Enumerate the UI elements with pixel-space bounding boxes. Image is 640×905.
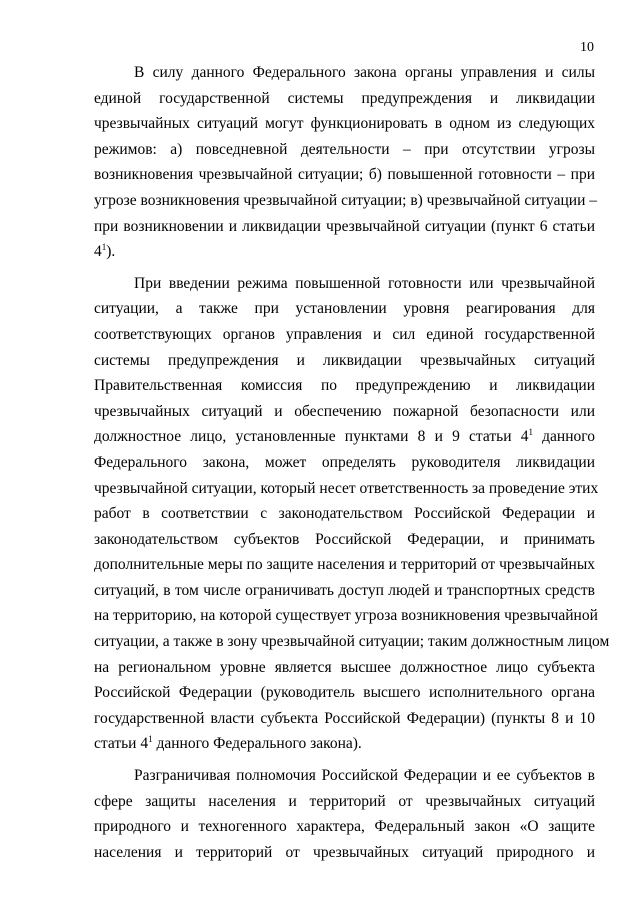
page-number: 10 <box>580 40 594 55</box>
text-line: Федерального закона, может определять руководителя ликвидации <box>94 453 595 471</box>
paragraph-3 <box>94 763 595 865</box>
text-line: на территорию, на которой существует угроза возникновения чрезвычайной <box>94 607 598 625</box>
text-line: чрезвычайной ситуации, который несет ответственность за проведение этих <box>94 479 599 497</box>
document-body <box>94 60 610 871</box>
text-line: законодательством субъектов Российской Федерации, и принимать <box>94 530 595 548</box>
text-line: чрезвычайных ситуаций могут функционировать в одном из следующих <box>94 115 595 133</box>
text-line: на региональном уровне является высшее должностное лицо субъекта <box>94 658 595 676</box>
text-line: угрозе возникновения чрезвычайной ситуации; в) чрезвычайной ситуации – <box>94 191 598 209</box>
line-text: 4 <box>94 243 102 261</box>
text-line: В силу данного Федерального закона органы управления и силы <box>134 64 595 81</box>
text-line: соответствующих органов управления и сил единой государственной <box>94 325 595 343</box>
line-text: данного Федерального закона). <box>152 735 362 753</box>
superscript: 1 <box>101 242 107 253</box>
text-line: ситуации, а также при установлении уровня реагирования для <box>94 300 595 318</box>
text-line: при возникновении и ликвидации чрезвычайной ситуации (пункт 6 статьи <box>94 217 595 235</box>
text-line: ситуаций, в том числе ограничивать доступ людей и транспортных средств <box>94 581 595 599</box>
line-text: статьи 4 <box>94 735 149 753</box>
text-line: работ в соответствии с законодательством Российской Федерации и <box>94 505 595 523</box>
text-line: Правительственная комиссия по предупреждению и ликвидации <box>94 377 595 395</box>
paragraph-1 <box>94 60 598 265</box>
line-text: должностное лицо, установленные пунктами 8 и 9 статьи 4 <box>94 428 529 446</box>
text-line: При введении режима повышенной готовности или чрезвычайной <box>134 274 595 292</box>
text-line: сфере защиты населения и территорий от чрезвычайных ситуаций <box>94 792 595 810</box>
text-line: единой государственной системы предупреждения и ликвидации <box>94 89 595 107</box>
text-line: дополнительные меры по защите населения и территорий от чрезвычайных <box>94 556 595 574</box>
text-line <box>94 731 595 757</box>
superscript: 1 <box>148 734 153 745</box>
text-line: возникновения чрезвычайной ситуации; б) повышенной готовности – при <box>94 166 595 184</box>
text-line: населения и территорий от чрезвычайных ситуаций природного и <box>94 843 595 861</box>
paragraph-2 <box>94 271 610 757</box>
text-line: режимов: а) повседневной деятельности – при отсутствии угрозы <box>94 140 595 158</box>
text-line: чрезвычайных ситуаций и обеспечению пожарной безопасности или <box>94 402 595 420</box>
line-text: ). <box>106 243 116 261</box>
text-line: Разграничивая полномочия Российской Федерации и ее субъектов в <box>134 767 595 785</box>
text-line: ситуации, а также в зону чрезвычайной ситуации; таким должностным лицом <box>94 633 610 651</box>
superscript: 1 <box>528 427 533 438</box>
line-text: данного <box>532 428 595 446</box>
text-line <box>94 424 595 450</box>
text-line: природного и техногенного характера, Федеральный закон «О защите <box>94 818 595 836</box>
text-line <box>94 239 595 265</box>
text-line: Российской Федерации (руководитель высшего исполнительного органа <box>94 684 595 702</box>
text-line: государственной власти субъекта Российской Федерации) (пункты 8 и 10 <box>94 709 595 727</box>
text-line: системы предупреждения и ликвидации чрезвычайных ситуаций <box>94 351 595 369</box>
